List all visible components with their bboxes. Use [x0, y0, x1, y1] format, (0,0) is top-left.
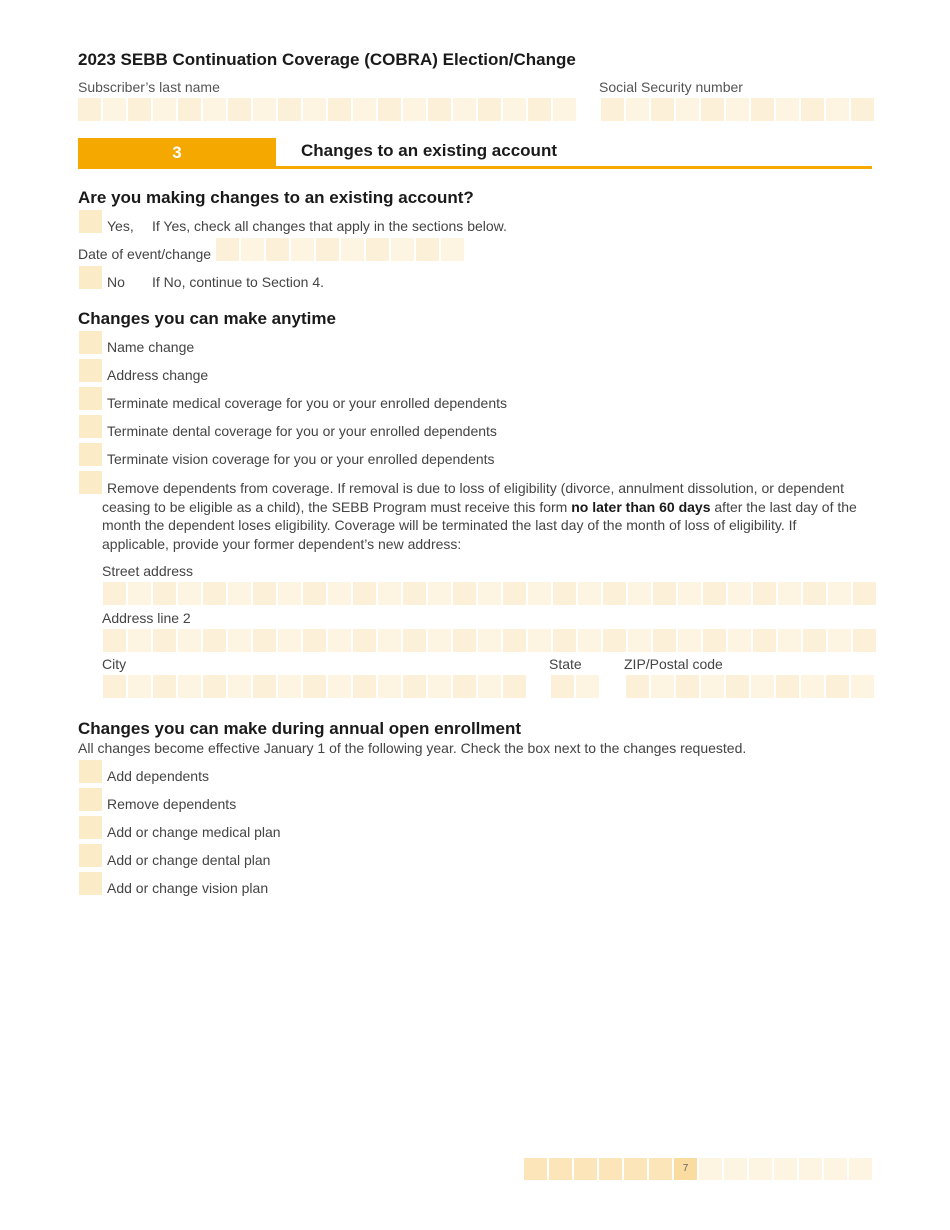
char-box[interactable] [253, 582, 276, 605]
char-box[interactable] [353, 582, 376, 605]
char-box[interactable] [428, 582, 451, 605]
state-label: State [549, 656, 582, 672]
char-box[interactable] [528, 629, 551, 652]
char-box[interactable] [328, 98, 351, 121]
char-box[interactable] [328, 675, 351, 698]
terminate-dental-checkbox[interactable] [79, 415, 102, 438]
address-change-checkbox[interactable] [79, 359, 102, 382]
char-box[interactable] [801, 98, 824, 121]
char-box[interactable] [303, 629, 326, 652]
char-box[interactable] [528, 582, 551, 605]
char-box[interactable] [628, 582, 651, 605]
char-box[interactable] [553, 98, 576, 121]
char-box[interactable] [403, 582, 426, 605]
char-box[interactable] [453, 98, 476, 121]
char-box[interactable] [441, 238, 464, 261]
char-box[interactable] [291, 238, 314, 261]
char-box[interactable] [851, 98, 874, 121]
char-box[interactable] [278, 675, 301, 698]
char-box[interactable] [128, 98, 151, 121]
char-box[interactable] [391, 238, 414, 261]
char-box[interactable] [478, 98, 501, 121]
char-box[interactable] [403, 629, 426, 652]
char-box[interactable] [701, 98, 724, 121]
yes-note: If Yes, check all changes that apply in the sections below. [152, 218, 507, 234]
char-box[interactable] [128, 629, 151, 652]
char-box[interactable] [626, 98, 649, 121]
char-box[interactable] [603, 582, 626, 605]
char-box[interactable] [803, 629, 826, 652]
char-box[interactable] [853, 582, 876, 605]
char-box[interactable] [178, 629, 201, 652]
char-box[interactable] [153, 629, 176, 652]
char-box[interactable] [728, 582, 751, 605]
change-medical-label: Add or change medical plan [107, 824, 281, 840]
char-box[interactable] [703, 582, 726, 605]
char-box[interactable] [303, 582, 326, 605]
existing-account-question: Are you making changes to an existing account? [78, 188, 474, 207]
char-box[interactable] [103, 629, 126, 652]
change-dental-label: Add or change dental plan [107, 852, 271, 868]
char-box[interactable] [653, 629, 676, 652]
char-box[interactable] [601, 98, 624, 121]
name-change-checkbox[interactable] [79, 331, 102, 354]
address-change-label: Address change [107, 367, 209, 383]
char-box[interactable] [303, 675, 326, 698]
char-box[interactable] [153, 582, 176, 605]
char-box[interactable] [528, 98, 551, 121]
char-box[interactable] [428, 675, 451, 698]
char-box[interactable] [651, 675, 674, 698]
name-change-label: Name change [107, 339, 195, 355]
char-box[interactable] [253, 675, 276, 698]
char-box[interactable] [676, 98, 699, 121]
char-box[interactable] [503, 98, 526, 121]
char-box[interactable] [701, 675, 724, 698]
change-medical-checkbox[interactable] [79, 816, 102, 839]
char-box[interactable] [241, 238, 264, 261]
date-of-event-label: Date of event/change [78, 246, 212, 262]
char-box[interactable] [366, 238, 389, 261]
char-box[interactable] [103, 582, 126, 605]
terminate-medical-checkbox[interactable] [79, 387, 102, 410]
section-number: 3 [78, 138, 276, 167]
char-box[interactable] [778, 629, 801, 652]
char-box[interactable] [728, 629, 751, 652]
char-box[interactable] [603, 629, 626, 652]
char-box[interactable] [651, 98, 674, 121]
char-box[interactable] [178, 675, 201, 698]
char-box[interactable] [576, 675, 599, 698]
address-line-2-label: Address line 2 [102, 610, 191, 626]
char-box[interactable] [503, 675, 526, 698]
add-dependents-label: Add dependents [107, 768, 209, 784]
yes-checkbox[interactable] [79, 210, 102, 233]
char-box[interactable] [203, 629, 226, 652]
zip-field[interactable] [626, 675, 874, 698]
ssn-field[interactable] [601, 98, 874, 121]
char-box[interactable] [341, 238, 364, 261]
open-enrollment-intro: All changes become effective January 1 of the following year. Check the box next to the changes requested. [78, 740, 747, 756]
char-box[interactable] [553, 629, 576, 652]
char-box[interactable] [278, 582, 301, 605]
char-box[interactable] [378, 98, 401, 121]
char-box[interactable] [826, 675, 849, 698]
char-box[interactable] [103, 98, 126, 121]
char-box[interactable] [128, 582, 151, 605]
char-box[interactable] [478, 675, 501, 698]
char-box[interactable] [178, 582, 201, 605]
street-address-label: Street address [102, 563, 194, 579]
char-box[interactable] [776, 675, 799, 698]
city-label: City [102, 656, 127, 672]
char-box[interactable] [228, 98, 251, 121]
char-box[interactable] [626, 675, 649, 698]
char-box[interactable] [328, 582, 351, 605]
address-line-2-field[interactable] [103, 629, 876, 652]
last-name-field[interactable] [78, 98, 576, 121]
char-box[interactable] [853, 629, 876, 652]
char-box[interactable] [828, 582, 851, 605]
char-box[interactable] [378, 675, 401, 698]
state-field[interactable] [551, 675, 599, 698]
remove-dependents-checkbox[interactable] [79, 471, 102, 494]
char-box[interactable] [703, 629, 726, 652]
char-box[interactable] [753, 582, 776, 605]
char-box[interactable] [726, 98, 749, 121]
page-number: 7 [674, 1158, 697, 1180]
char-box[interactable] [578, 582, 601, 605]
char-box[interactable] [203, 675, 226, 698]
char-box[interactable] [653, 582, 676, 605]
char-box[interactable] [228, 582, 251, 605]
open-enrollment-heading: Changes you can make during annual open enrollment [78, 719, 522, 738]
char-box[interactable] [228, 675, 251, 698]
char-box[interactable] [353, 98, 376, 121]
char-box[interactable] [726, 675, 749, 698]
anytime-heading: Changes you can make anytime [78, 309, 336, 328]
no-checkbox[interactable] [79, 266, 102, 289]
char-box[interactable] [378, 582, 401, 605]
char-box[interactable] [503, 582, 526, 605]
date-of-event-field[interactable] [216, 238, 464, 261]
char-box[interactable] [203, 582, 226, 605]
char-box[interactable] [253, 98, 276, 121]
char-box[interactable] [253, 629, 276, 652]
remove-dependents-oe-label: Remove dependents [107, 796, 237, 812]
char-box[interactable] [753, 629, 776, 652]
terminate-vision-label: Terminate vision coverage for you or your enrolled dependents [107, 451, 495, 467]
char-box[interactable] [278, 629, 301, 652]
char-box[interactable] [428, 98, 451, 121]
zip-label: ZIP/Postal code [624, 656, 723, 672]
char-box[interactable] [353, 675, 376, 698]
char-box[interactable] [266, 238, 289, 261]
char-box[interactable] [503, 629, 526, 652]
char-box[interactable] [676, 675, 699, 698]
terminate-medical-label: Terminate medical coverage for you or your enrolled dependents [107, 395, 508, 411]
no-label: No [107, 274, 125, 290]
section-title: Changes to an existing account [301, 141, 557, 160]
char-box[interactable] [776, 98, 799, 121]
city-field[interactable] [103, 675, 526, 698]
char-box[interactable] [403, 98, 426, 121]
char-box[interactable] [216, 238, 239, 261]
char-box[interactable] [678, 629, 701, 652]
no-note: If No, continue to Section 4. [152, 274, 324, 290]
char-box[interactable] [751, 98, 774, 121]
char-box[interactable] [551, 675, 574, 698]
last-name-label: Subscriber’s last name [78, 79, 220, 95]
change-vision-checkbox[interactable] [79, 872, 102, 895]
char-box[interactable] [453, 629, 476, 652]
char-box[interactable] [678, 582, 701, 605]
char-box[interactable] [751, 675, 774, 698]
char-box[interactable] [403, 675, 426, 698]
add-dependents-checkbox[interactable] [79, 760, 102, 783]
remove-dependents-text: Remove dependents from coverage. If removal is due to loss of eligibility (divorce, annulment dissolution, or dependent ceasing to be eligible as a child), the SEBB Program must receive this form no later than 60 days after the last day of the month the dependent loses eligibility. Coverage will be terminated the last day of the month of loss of eligibility. If applicable, provide your former dependent’s new address: [102, 480, 857, 552]
char-box[interactable] [628, 629, 651, 652]
char-box[interactable] [578, 629, 601, 652]
char-box[interactable] [478, 629, 501, 652]
remove-dependents-oe-checkbox[interactable] [79, 788, 102, 811]
char-box[interactable] [378, 629, 401, 652]
char-box[interactable] [801, 675, 824, 698]
char-box[interactable] [453, 675, 476, 698]
char-box[interactable] [278, 98, 301, 121]
char-box[interactable] [78, 98, 101, 121]
terminate-dental-label: Terminate dental coverage for you or your enrolled dependents [107, 423, 497, 439]
change-vision-label: Add or change vision plan [107, 880, 269, 896]
char-box[interactable] [316, 238, 339, 261]
section-divider [78, 166, 872, 169]
terminate-vision-checkbox[interactable] [79, 443, 102, 466]
street-address-field[interactable] [103, 582, 876, 605]
char-box[interactable] [153, 98, 176, 121]
char-box[interactable] [353, 629, 376, 652]
char-box[interactable] [228, 629, 251, 652]
ssn-label: Social Security number [599, 79, 743, 95]
char-box[interactable] [203, 98, 226, 121]
char-box[interactable] [826, 98, 849, 121]
change-dental-checkbox[interactable] [79, 844, 102, 867]
char-box[interactable] [553, 582, 576, 605]
char-box[interactable] [178, 98, 201, 121]
char-box[interactable] [103, 675, 126, 698]
char-box[interactable] [478, 582, 501, 605]
char-box[interactable] [416, 238, 439, 261]
char-box[interactable] [453, 582, 476, 605]
char-box[interactable] [128, 675, 151, 698]
char-box[interactable] [303, 98, 326, 121]
char-box[interactable] [778, 582, 801, 605]
char-box[interactable] [153, 675, 176, 698]
char-box[interactable] [428, 629, 451, 652]
yes-label: Yes, [107, 218, 134, 234]
char-box[interactable] [803, 582, 826, 605]
char-box[interactable] [828, 629, 851, 652]
char-box[interactable] [851, 675, 874, 698]
char-box[interactable] [328, 629, 351, 652]
page-indicator [524, 1158, 872, 1180]
form-title: 2023 SEBB Continuation Coverage (COBRA) Election/Change [78, 50, 576, 69]
